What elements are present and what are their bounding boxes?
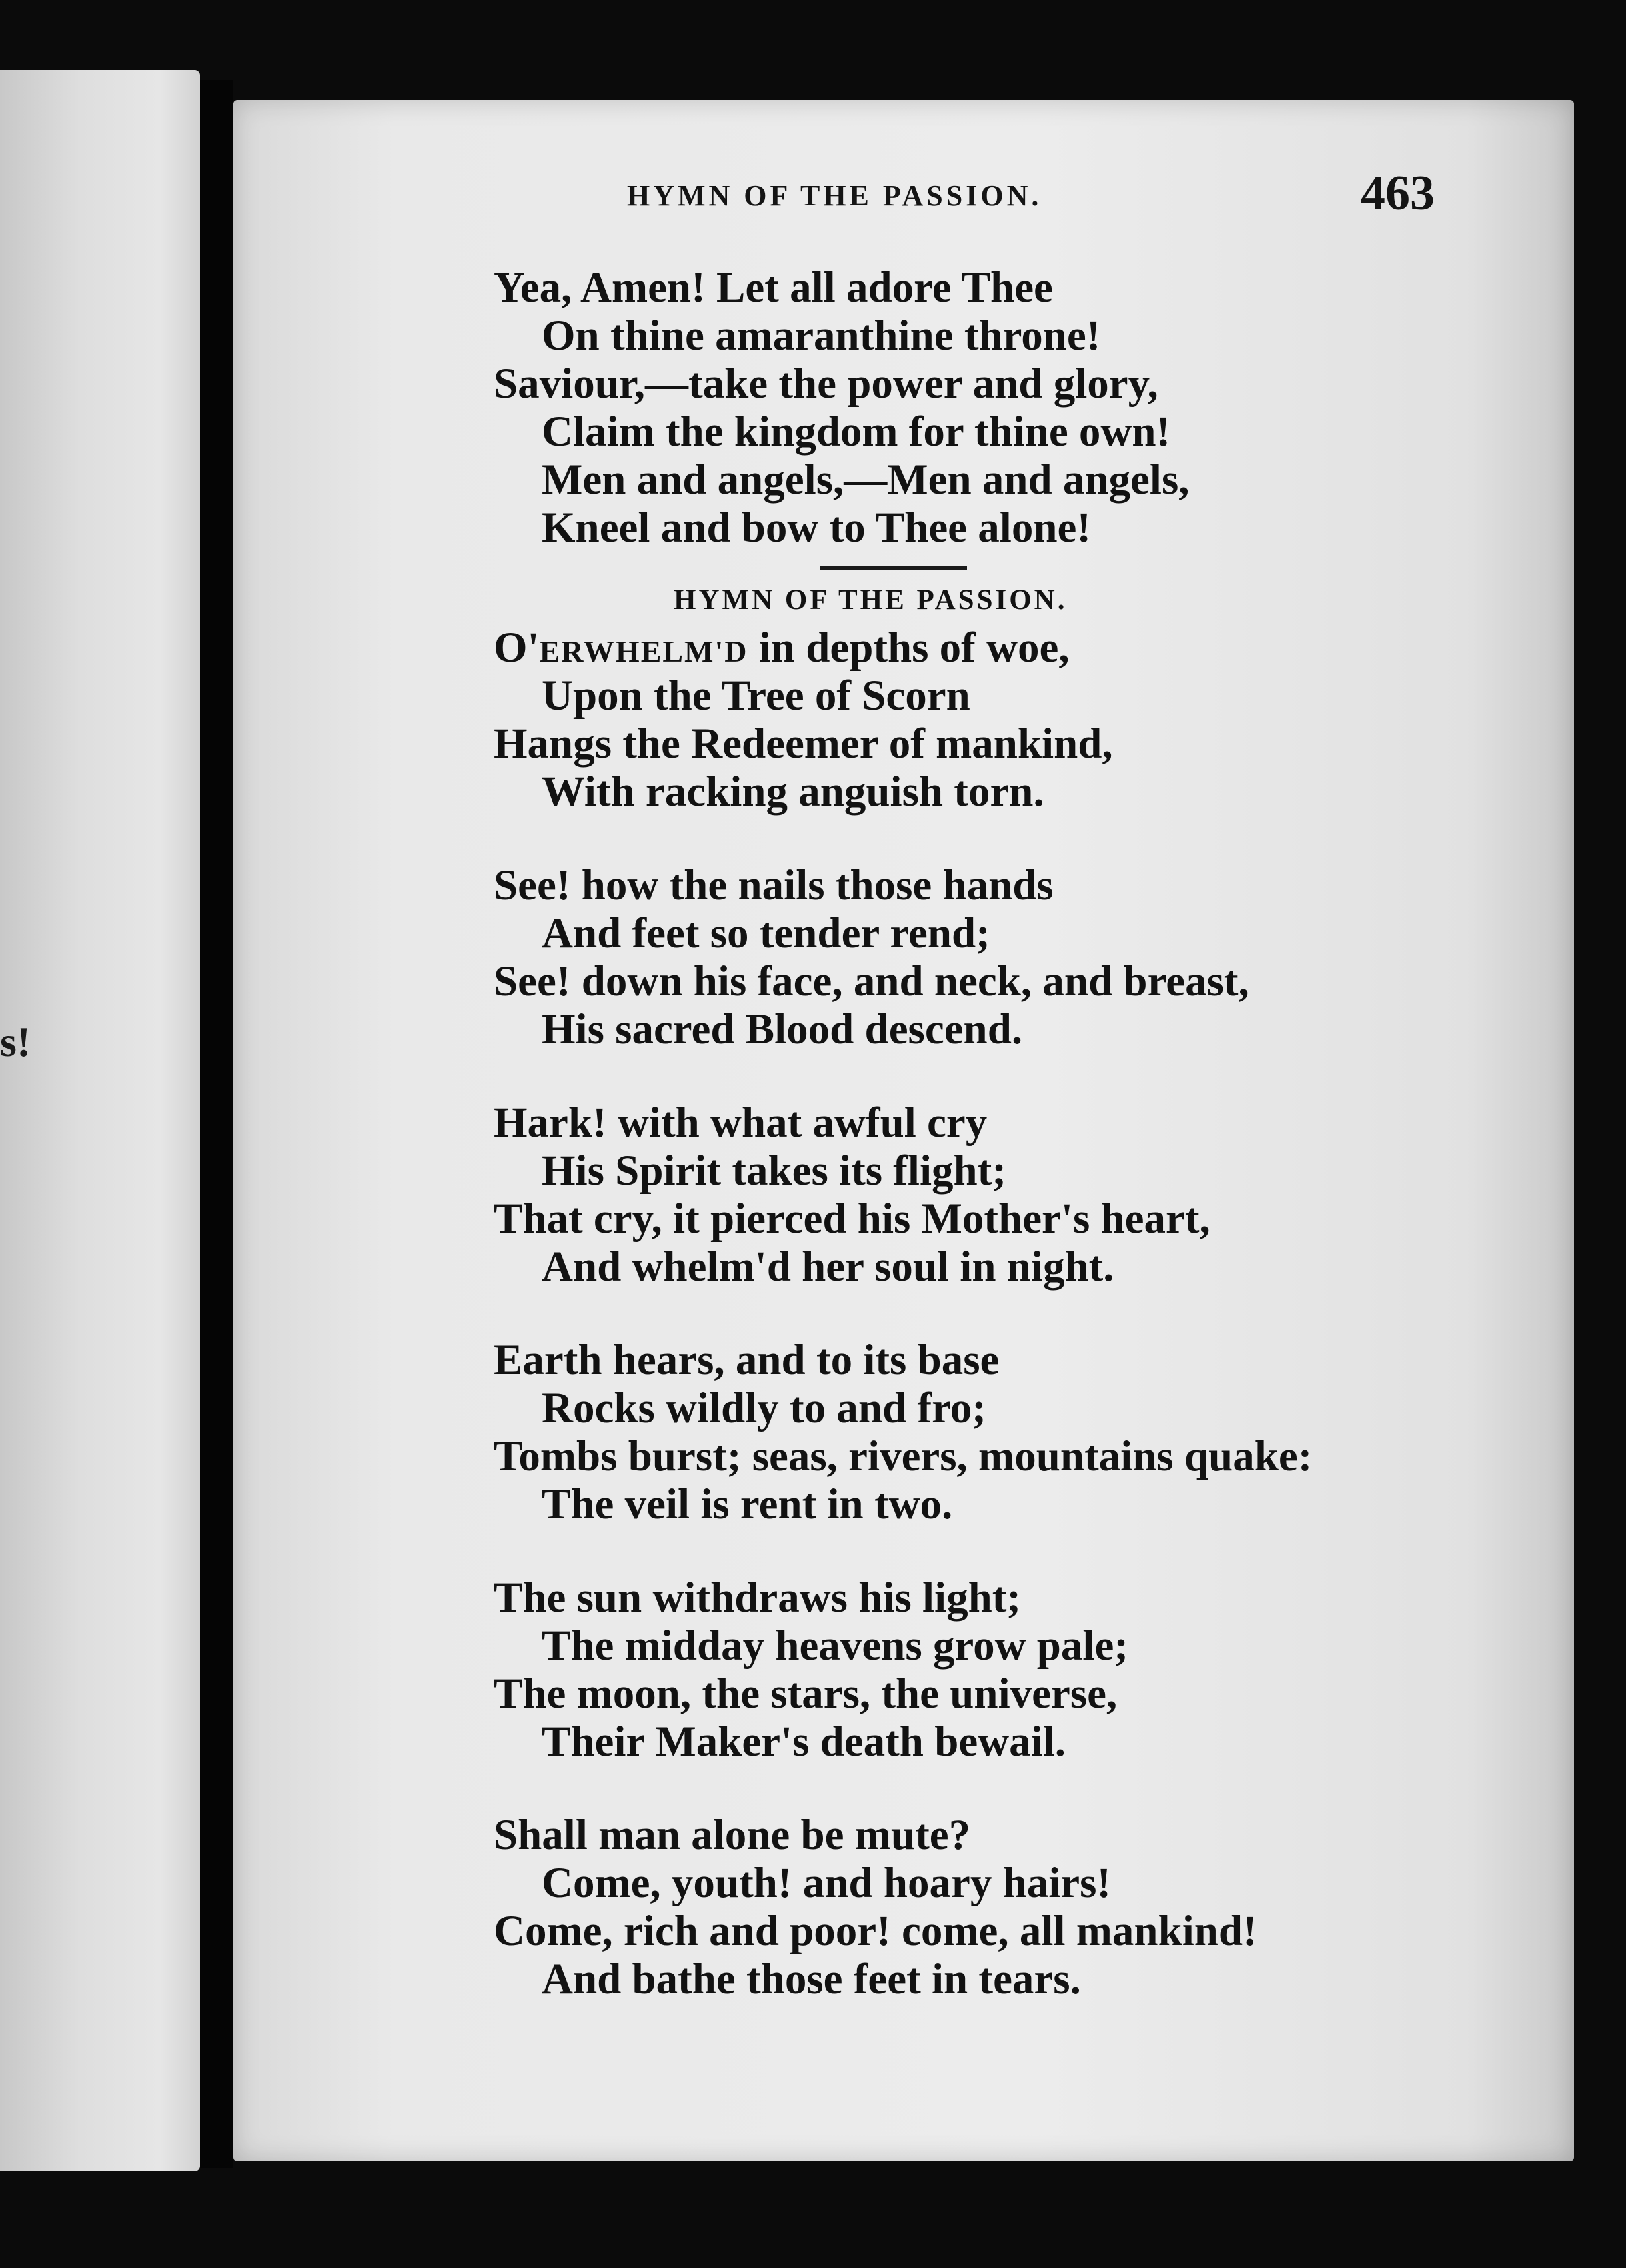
verse-line: Their Maker's death bewail. bbox=[542, 1718, 1066, 1766]
stanza-6 bbox=[494, 1811, 1561, 2003]
stanza-gap bbox=[494, 1766, 1561, 1811]
verse-line: Rocks wildly to and fro; bbox=[542, 1384, 986, 1432]
verse-line: His sacred Blood descend. bbox=[542, 1005, 1023, 1053]
stanza-gap bbox=[494, 816, 1561, 861]
verse-line: And feet so tender rend; bbox=[542, 909, 990, 957]
left-page bbox=[0, 70, 200, 2171]
verse-line: The moon, the stars, the universe, bbox=[494, 1670, 1118, 1718]
text-block bbox=[494, 263, 1561, 2003]
verse-line: The midday heavens grow pale; bbox=[542, 1622, 1128, 1670]
stanza-gap bbox=[494, 1053, 1561, 1099]
first-word-smallcaps: ERWHELM'D bbox=[539, 634, 748, 668]
verse-line: And whelm'd her soul in night. bbox=[542, 1243, 1114, 1291]
verse-line: Upon the Tree of Scorn bbox=[542, 672, 970, 720]
right-page bbox=[233, 100, 1574, 2161]
verse-line: See! how the nails those hands bbox=[494, 861, 1054, 909]
verse-line: His Spirit takes its flight; bbox=[542, 1147, 1006, 1195]
page-number: 463 bbox=[1361, 166, 1435, 221]
verse-line: That cry, it pierced his Mother's heart, bbox=[494, 1195, 1210, 1243]
verse-line: Saviour,—take the power and glory, bbox=[494, 360, 1158, 408]
verse-line: Tombs burst; seas, rivers, mountains quake: bbox=[494, 1432, 1313, 1480]
verse-line: The sun withdraws his light; bbox=[494, 1574, 1022, 1622]
verse-line: With racking anguish torn. bbox=[542, 768, 1044, 816]
verse-line: Yea, Amen! Let all adore Thee bbox=[494, 263, 1053, 312]
verse-line: Kneel and bow to Thee alone! bbox=[542, 504, 1091, 552]
verse-line: Hangs the Redeemer of mankind, bbox=[494, 720, 1113, 768]
book-gutter bbox=[200, 80, 233, 2168]
first-line-rest: in depths of woe, bbox=[748, 624, 1070, 672]
verse-line: Hark! with what awful cry bbox=[494, 1099, 988, 1147]
verse-line: Come, youth! and hoary hairs! bbox=[542, 1859, 1112, 1907]
stanza-1 bbox=[494, 624, 1561, 816]
first-word-initial: O' bbox=[494, 624, 540, 672]
stanza-gap bbox=[494, 1291, 1561, 1336]
left-page-fragment: s! bbox=[0, 1018, 31, 1065]
verse-line: And bathe those feet in tears. bbox=[542, 1955, 1081, 2003]
verse-line: On thine amaranthine throne! bbox=[542, 312, 1101, 360]
hymn-title: HYMN OF THE PASSION. bbox=[674, 584, 1068, 616]
verse-line bbox=[494, 624, 1561, 672]
stanza-3 bbox=[494, 1099, 1561, 1291]
verse-line: Shall man alone be mute? bbox=[494, 1811, 971, 1859]
stanza-2 bbox=[494, 861, 1561, 1053]
stanza-5 bbox=[494, 1574, 1561, 1766]
verse-line: Earth hears, and to its base bbox=[494, 1336, 1000, 1384]
verse-line: Claim the kingdom for thine own! bbox=[542, 408, 1171, 456]
verse-line: Come, rich and poor! come, all mankind! bbox=[494, 1907, 1257, 1955]
stanza-4 bbox=[494, 1336, 1561, 1528]
stanza-gap bbox=[494, 1528, 1561, 1574]
verse-line: See! down his face, and neck, and breast, bbox=[494, 957, 1249, 1005]
running-head: HYMN OF THE PASSION. bbox=[627, 179, 1042, 212]
verse-line: The veil is rent in two. bbox=[542, 1480, 953, 1528]
verse-line: Men and angels,—Men and angels, bbox=[542, 456, 1190, 504]
prior-stanza bbox=[494, 263, 1561, 552]
